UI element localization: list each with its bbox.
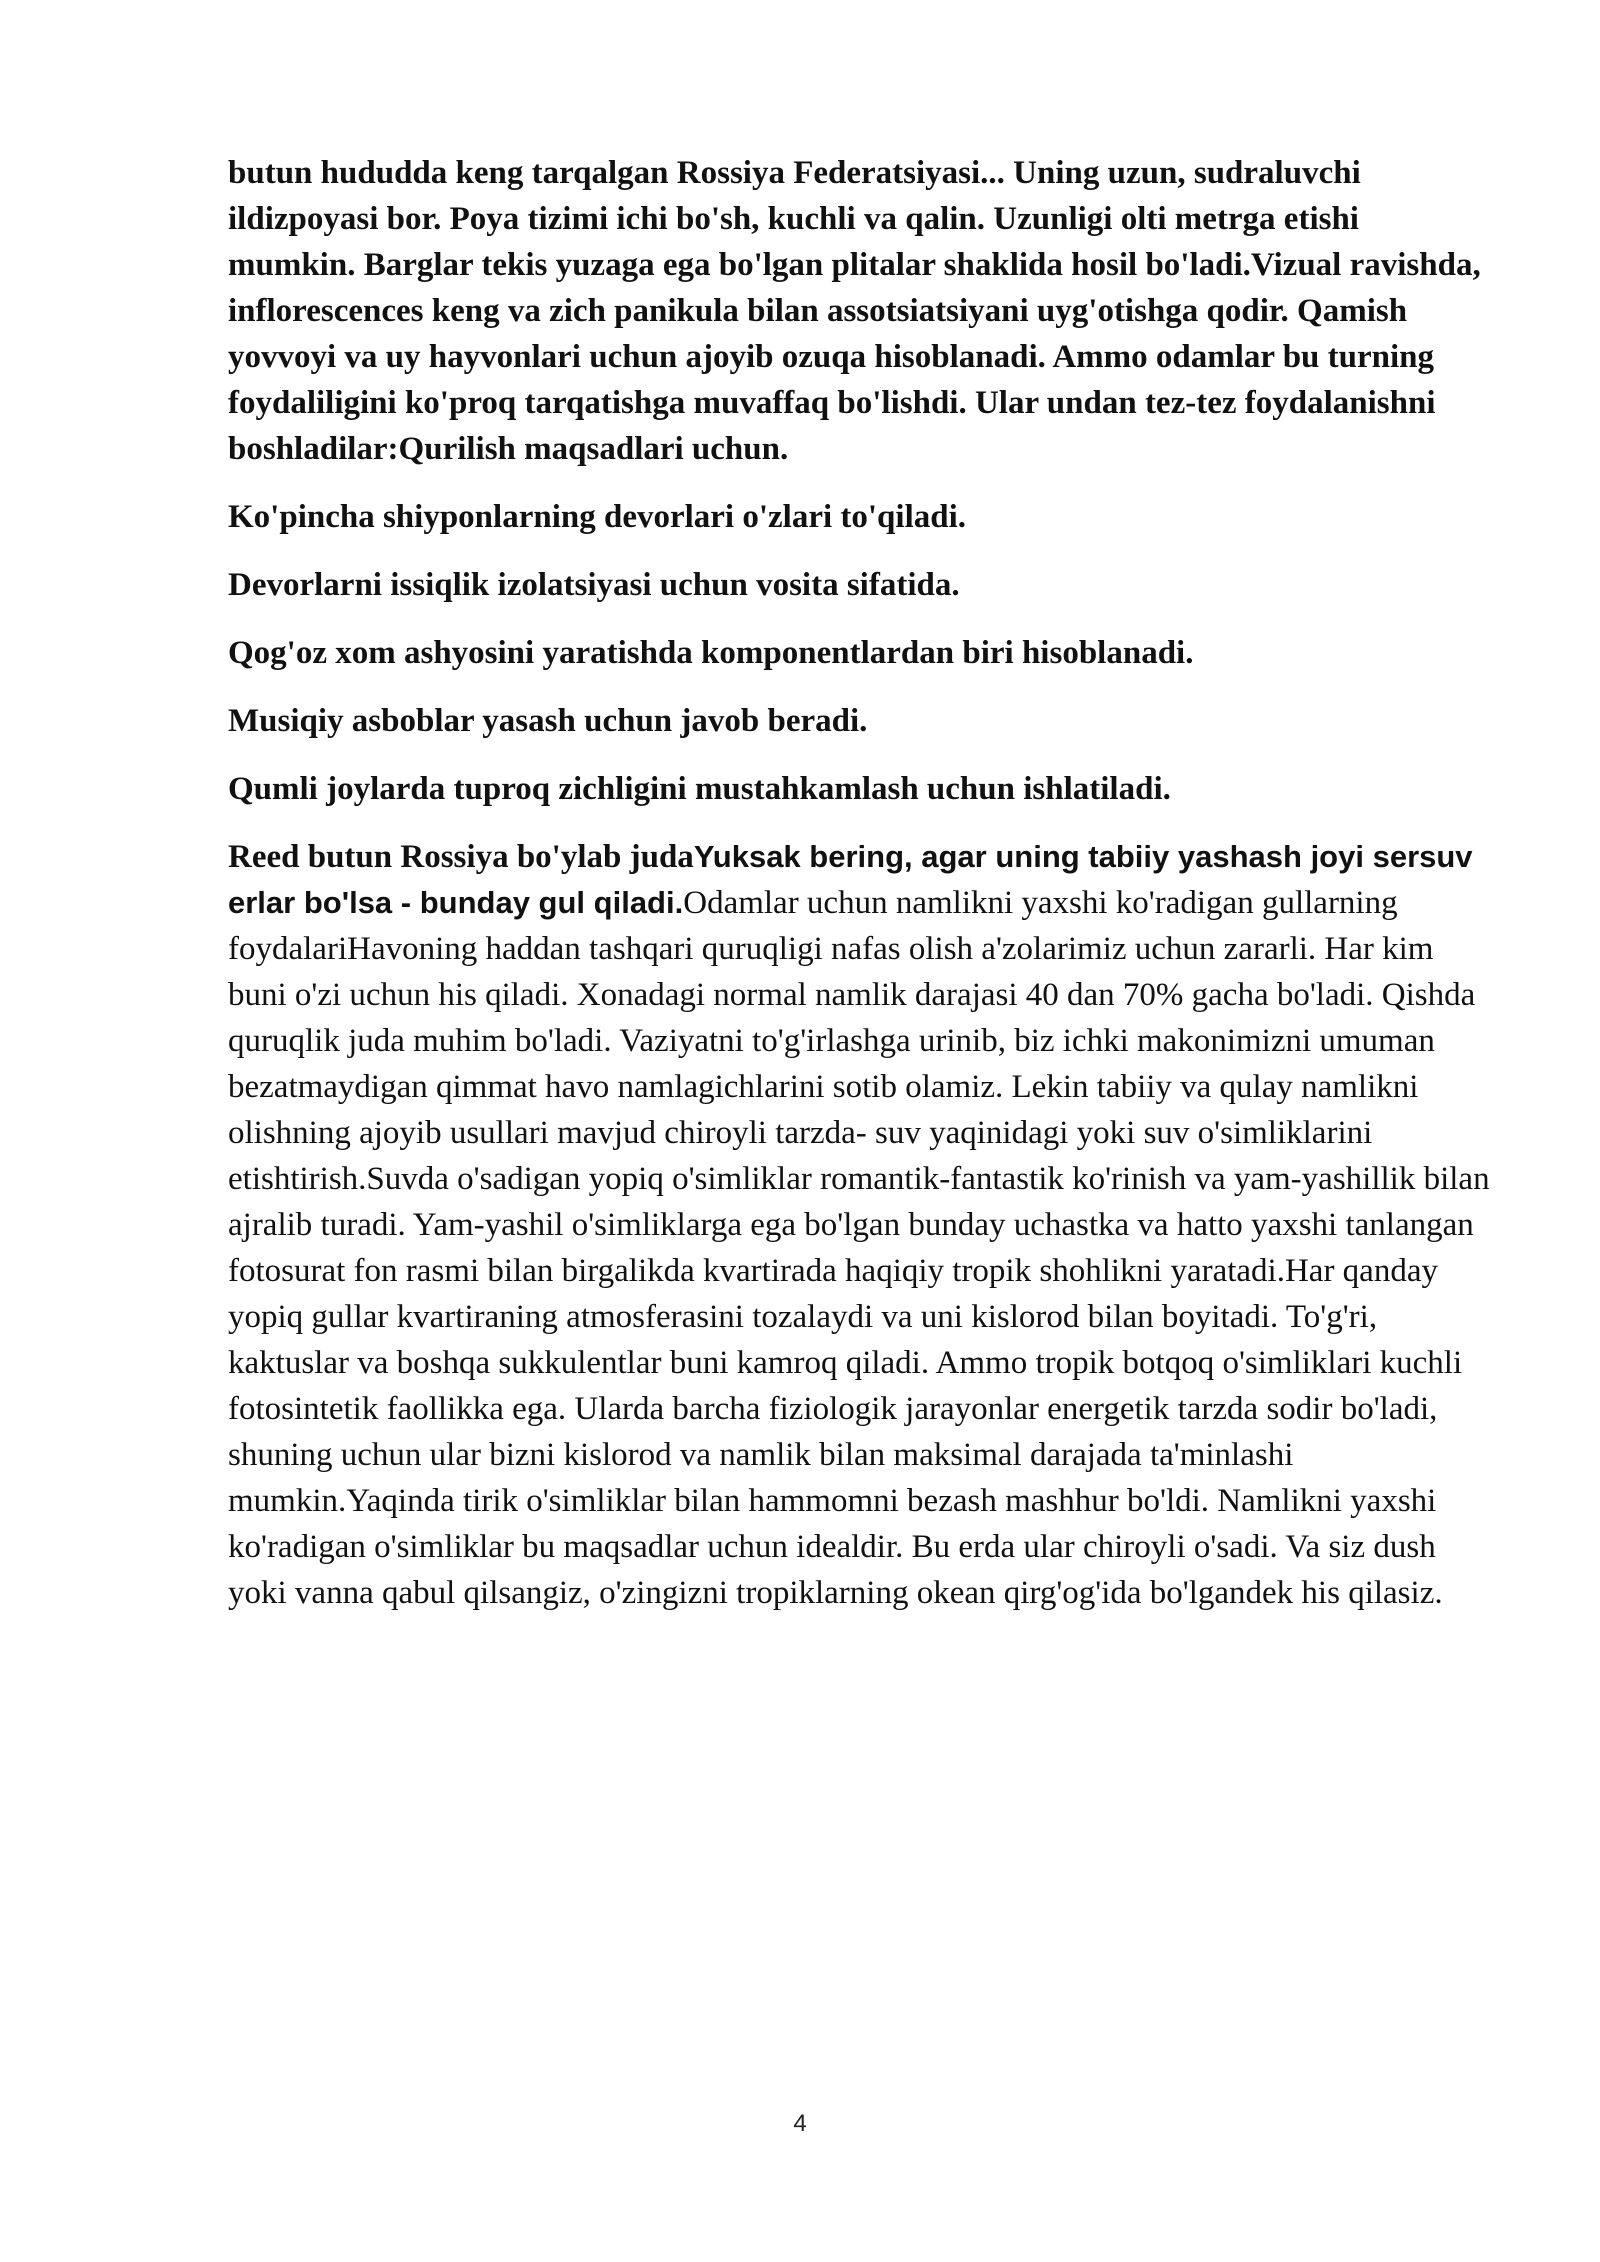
paragraph-humidity-plants — [228, 834, 1490, 1616]
paragraph-reed-description: butun hududda keng tarqalgan Rossiya Federatsiyasi... Uning uzun, sudraluvchi ildizpoyasi bor. Poya tizimi ichi bo'sh, kuchli va qalin. Uzunligi olti metrga etishi mumkin. Barglar tekis yuzaga ega bo'lgan plitalar shaklida hosil bo'ladi.Vizual ravishda, inflorescences keng va zich panikula bilan assotsiatsiyani uyg'otishga qodir. Qamish yovvoyi va uy hayvonlari uchun ajoyib ozuqa hisoblanadi. Ammo odamlar bu turning foydaliligini ko'proq tarqatishga muvaffaq bo'lishdi. Ular undan tez-tez foydalanishni boshladilar:Qurilish maqsadlari uchun. — [228, 155, 1481, 467]
page-body — [228, 150, 1490, 1616]
page-number: 4 — [793, 2110, 807, 2137]
paragraph-musical-instruments: Musiqiy asboblar yasash uchun javob beradi. — [228, 703, 868, 739]
body-text: Odamlar uchun namlikni yaxshi ko'radigan gullarning foydalariHavoning haddan tashqari quruqligi nafas olish a'zolarimiz uchun zararli. Har kim buni o'zi uchun his qiladi. Xonadagi normal namlik darajasi 40 dan 70% gacha bo'ladi. Qishda quruqlik juda muhim bo'ladi. Vaziyatni to'g'irlashga urinib, biz ichki makonimizni umuman bezatmaydigan qimmat havo namlagichlarini sotib olamiz. Lekin tabiiy va qulay namlikni olishning ajoyib usullari mavjud chiroyli tarzda- suv yaqinidagi yoki suv o'simliklarini etishtirish.Suvda o'sadigan yopiq o'simliklar romantik-fantastik ko'rinish va yam-yashillik bilan ajralib turadi. Yam-yashil o'simliklarga ega bo'lgan bunday uchastka va hatto yaxshi tanlangan fotosurat fon rasmi bilan birgalikda kvartirada haqiqiy tropik shohlikni yaratadi.Har qanday yopiq gullar kvartiraning atmosferasini tozalaydi va uni kislorod bilan boyitadi. To'g'ri, kaktuslar va boshqa sukkulentlar buni kamroq qiladi. Ammo tropik botqoq o'simliklari kuchli fotosintetik faollikka ega. Ularda barcha fiziologik jarayonlar energetik tarzda sodir bo'ladi, shuning uchun ular bizni kislorod va namlik bilan maksimal darajada ta'minlashi mumkin.Yaqinda tirik o'simliklar bilan hammomni bezash mashhur bo'ldi. Namlikni yaxshi ko'radigan o'simliklar bu maqsadlar uchun idealdir. Bu erda ular chiroyli o'sadi. Va siz dush yoki vanna qabul qilsangiz, o'zingizni tropiklarning okean qirg'og'ida bo'lgandek his qilasiz. — [228, 885, 1490, 1611]
paragraph-wall-insulation: Devorlarni issiqlik izolatsiyasi uchun vosita sifatida. — [228, 567, 960, 603]
paragraph-sandy-soil: Qumli joylarda tuproq zichligini mustahkamlash uchun ishlatiladi. — [228, 771, 1171, 807]
heading-fragment-sans: Yuksak bering, agar uning tabiiy yashash joyi sersuv erlar bo'lsa - bunday gul qiladi. — [228, 839, 1473, 920]
paragraph-paper-raw-material: Qog'oz xom ashyosini yaratishda komponentlardan biri hisoblanadi. — [228, 635, 1194, 671]
heading-fragment-serif: Reed butun Rossiya bo'ylab juda — [228, 839, 694, 875]
paragraph-shed-walls: Ko'pincha shiyponlarning devorlari o'zlari to'qiladi. — [228, 499, 967, 535]
